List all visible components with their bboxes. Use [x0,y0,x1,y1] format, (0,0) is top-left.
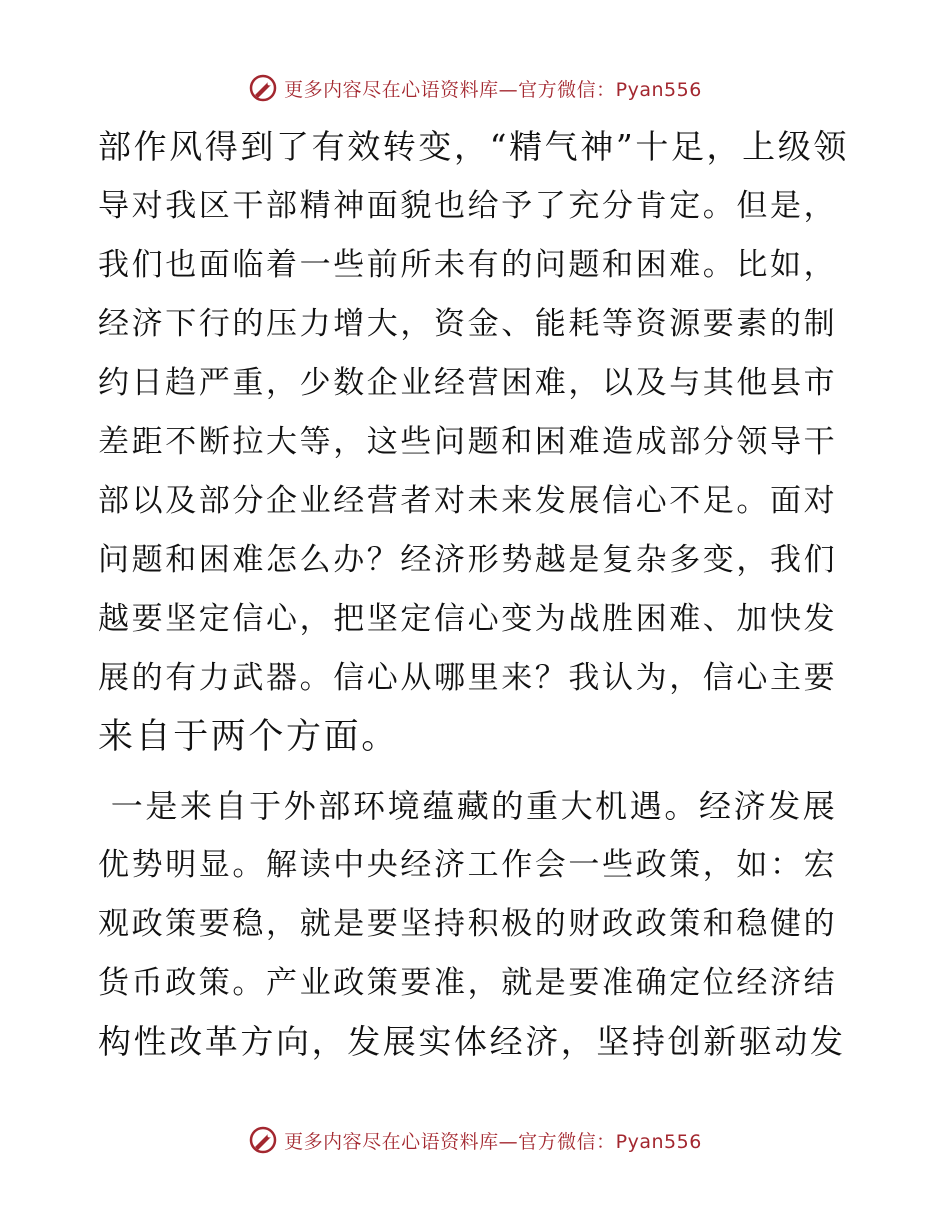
text-line: 展的有力武器。信心从哪里来？我认为，信心主要 [98,660,838,696]
watermark-text: 更多内容尽在心语资料库—官方微信：Pyan556 [284,78,702,101]
footer-watermark [0,1124,950,1156]
text-line: 越要坚定信心，把坚定信心变为战胜困难、加快发 [98,601,838,637]
pen-nib-logo-icon [248,1125,278,1155]
text-line: 问题和困难怎么办？经济形势越是复杂多变，我们 [98,542,838,578]
text-line: 差距不断拉大等，这些问题和困难造成部分领导干 [98,424,838,460]
text-line: 我们也面临着一些前所未有的问题和困难。比如， [98,247,838,283]
text-line: 经济下行的压力增大，资金、能耗等资源要素的制 [98,306,838,342]
text-line: 观政策要稳，就是要坚持积极的财政政策和稳健的 [98,906,838,942]
text-line: 来自于两个方面。 [98,717,399,757]
watermark-text: 更多内容尽在心语资料库—官方微信：Pyan556 [284,1130,702,1153]
text-line: 部作风得到了有效转变，“精气神”十足，上级领 [98,127,849,166]
text-line: 导对我区干部精神面貌也给予了充分肯定。但是， [98,188,838,224]
text-line: 约日趋严重，少数企业经营困难，以及与其他县市 [98,365,838,401]
text-line: 部以及部分企业经营者对未来发展信心不足。面对 [98,483,838,519]
text-line: 优势明显。解读中央经济工作会一些政策，如：宏 [98,847,838,883]
text-line: 货币政策。产业政策要准，就是要准确定位经济结 [98,965,838,1001]
text-line: 一是来自于外部环境蕴藏的重大机遇。经济发展 [98,787,838,825]
text-line: 构性改革方向，发展实体经济，坚持创新驱动发 [98,1022,846,1061]
